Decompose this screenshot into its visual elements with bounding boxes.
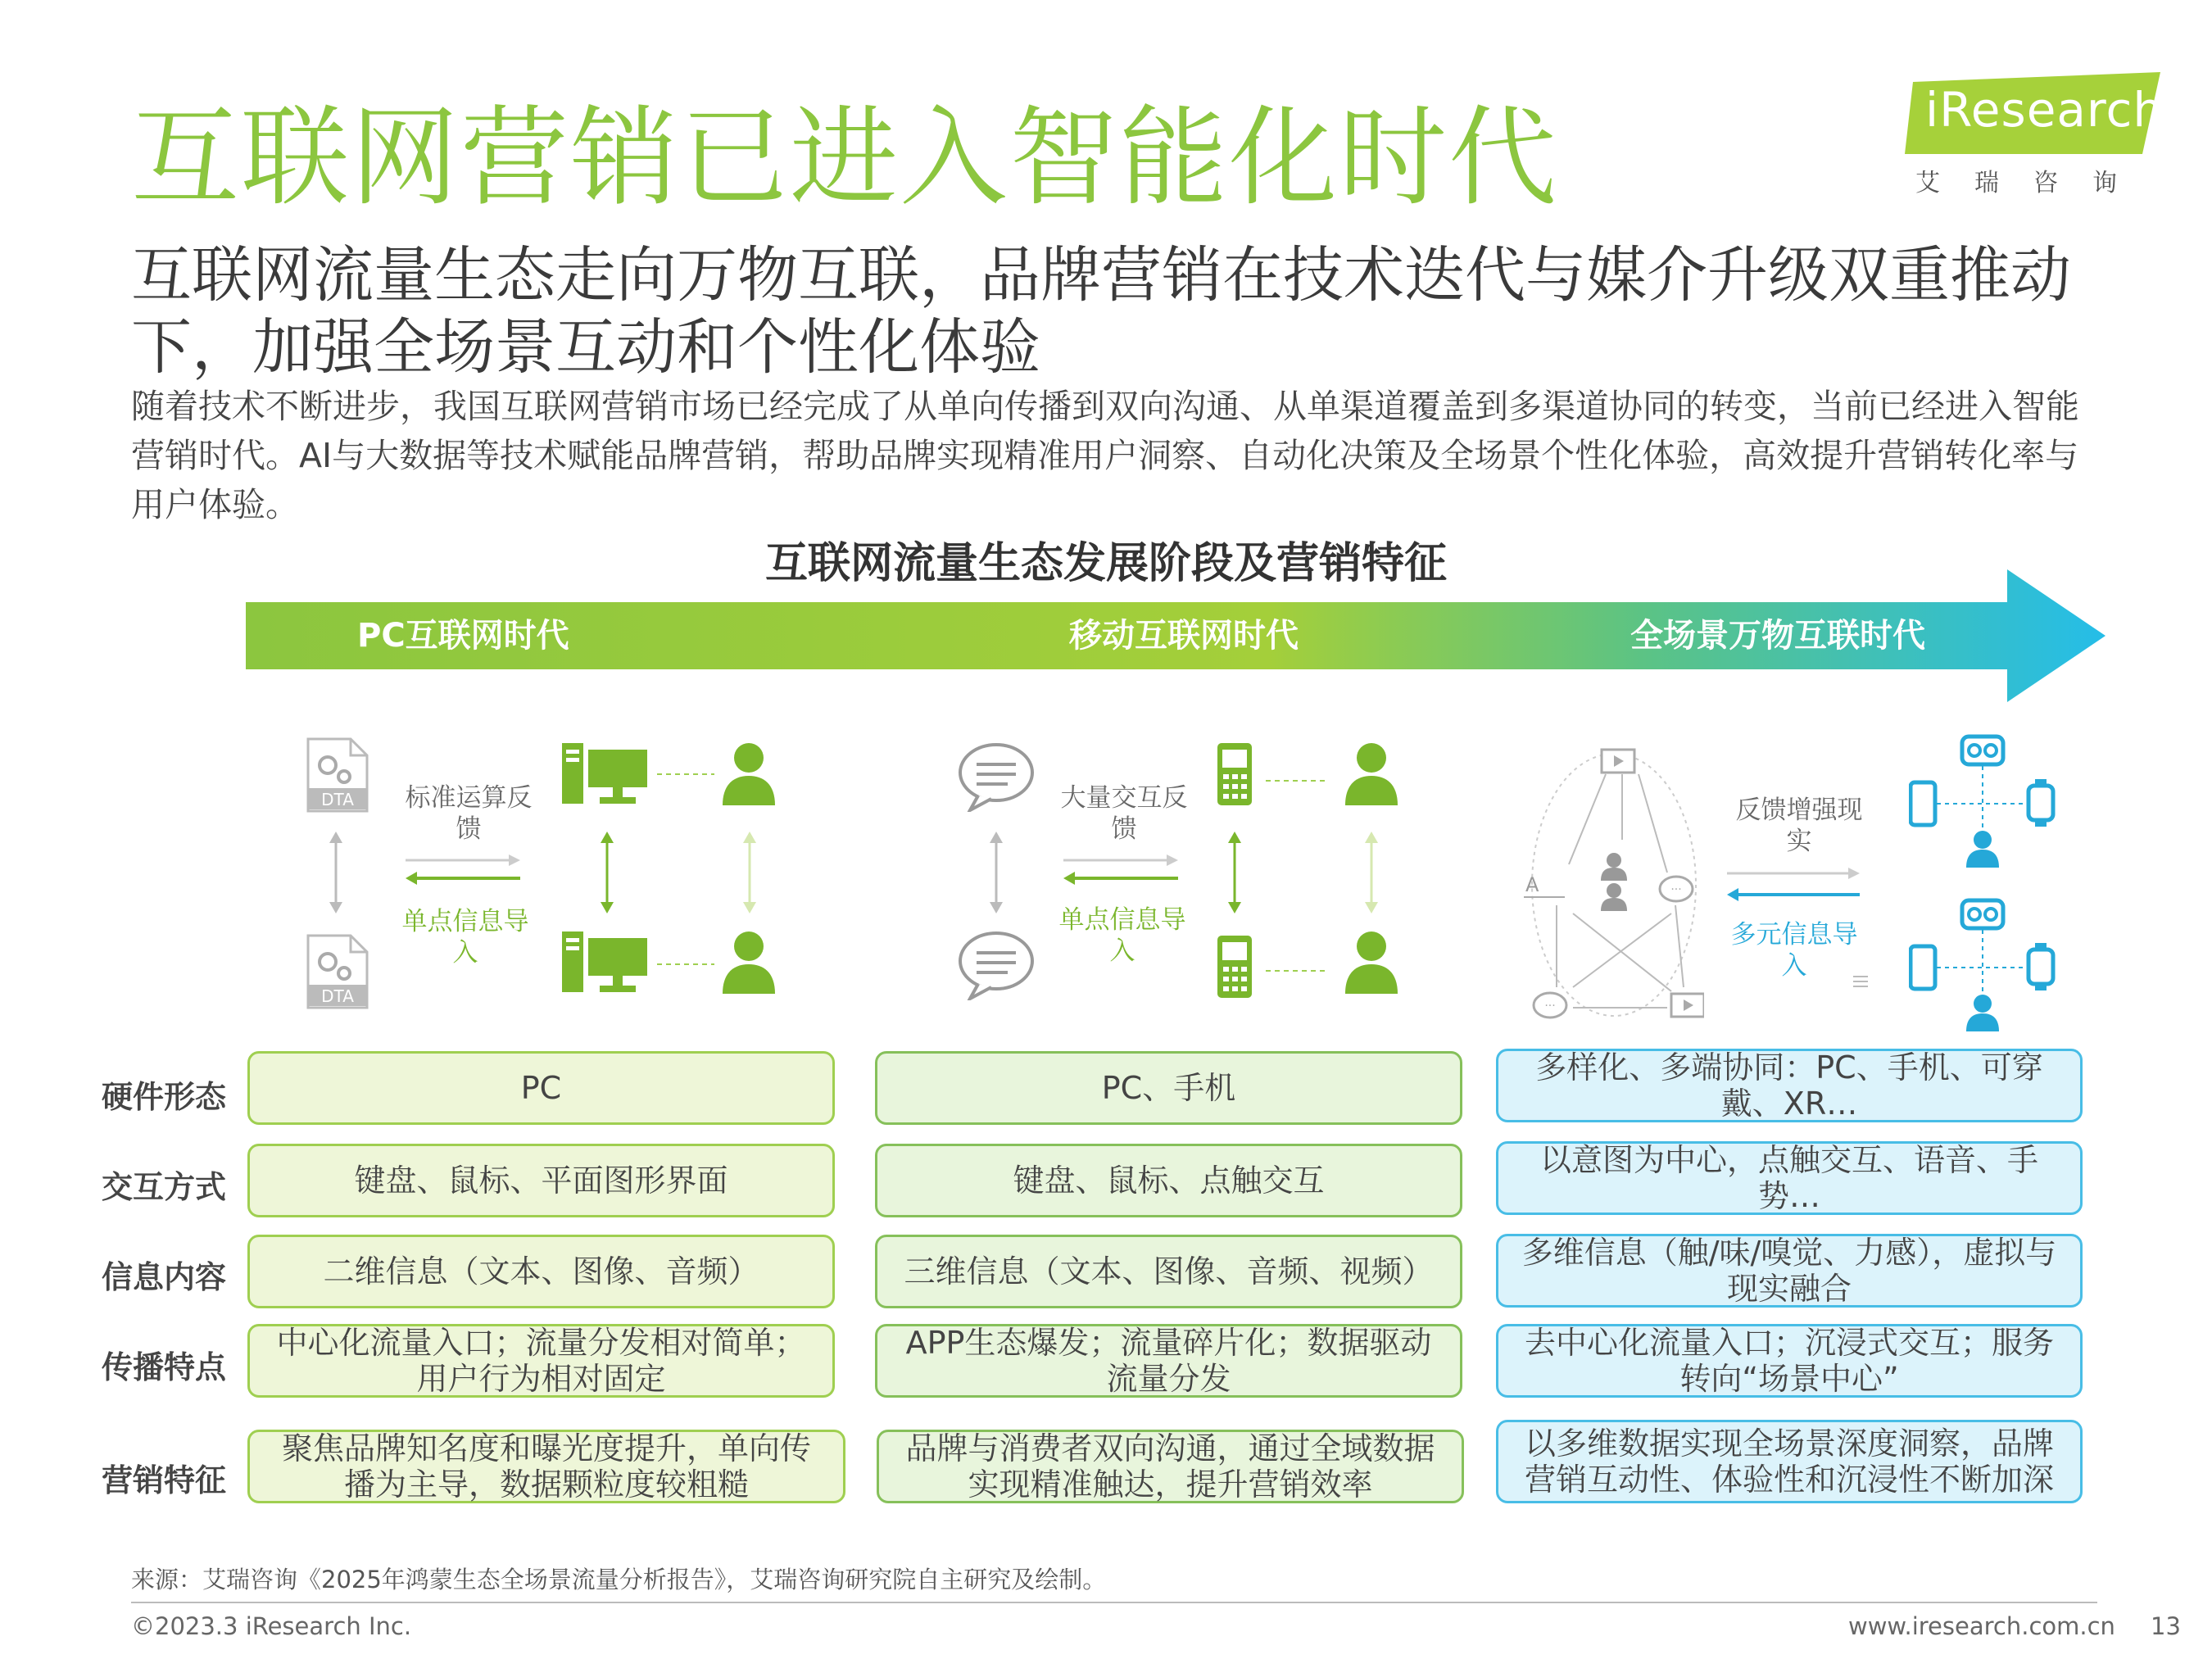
multi-node-network-icon	[1524, 741, 1704, 1024]
cell-hardware-ioe: 多样化、多端协同：PC、手机、可穿戴、XR…	[1496, 1049, 2083, 1122]
svg-text:···: ···	[1544, 999, 1556, 1013]
flow-top-label-pc: 标准运算反馈	[405, 783, 533, 844]
copyright: ©2023.3 iResearch Inc.	[131, 1612, 412, 1640]
user-icon	[721, 741, 777, 805]
flow-bottom-label-pc: 单点信息导入	[401, 907, 529, 968]
cell-marketing-ioe: 以多维数据实现全场景深度洞察，品牌营销互动性、体验性和沉浸性不断加深	[1496, 1420, 2083, 1503]
era-ioe: 全场景万物互联时代	[1630, 617, 1925, 655]
data-file-icon	[305, 737, 370, 813]
cell-hardware-mobile: PC、手机	[875, 1051, 1462, 1125]
row-label-hardware: 硬件形态	[101, 1079, 226, 1115]
logo-text: iResearch	[1925, 82, 2164, 138]
flow-bottom-label-ioe: 多元信息导入	[1730, 920, 1858, 981]
double-arrow-icon	[1222, 832, 1247, 913]
footer-divider	[131, 1602, 2097, 1603]
flow-bottom-label-mobile: 单点信息导入	[1058, 905, 1186, 966]
dashed-connector	[657, 770, 714, 778]
row-label-info: 信息内容	[101, 1259, 226, 1295]
feedback-arrows	[1727, 865, 1860, 903]
chat-bubble-icon	[955, 741, 1037, 812]
mobile-phone-icon	[1216, 934, 1253, 999]
cell-interaction-mobile: 键盘、鼠标、点触交互	[875, 1144, 1462, 1217]
svg-text:···: ···	[1670, 883, 1682, 896]
cell-hardware-pc: PC	[247, 1051, 835, 1125]
dta-label-1: DTA	[321, 790, 354, 809]
cell-interaction-pc: 键盘、鼠标、平面图形界面	[247, 1144, 835, 1217]
user-icon	[1344, 741, 1399, 805]
cell-marketing-mobile: 品牌与消费者双向沟通，通过全域数据实现精准触达，提升营销效率	[877, 1430, 1464, 1503]
era-mobile: 移动互联网时代	[1069, 617, 1299, 655]
double-arrow-icon	[595, 832, 619, 913]
cell-info-pc: 二维信息（文本、图像、音频）	[247, 1235, 835, 1308]
flow-top-label-ioe: 反馈增强现实	[1735, 796, 1863, 856]
cell-info-mobile: 三维信息（文本、图像、音频、视频）	[875, 1235, 1462, 1308]
page-number: 13	[2151, 1612, 2181, 1640]
dta-label-2: DTA	[321, 986, 354, 1006]
connected-devices-icon	[1909, 733, 2056, 873]
cell-distribution-ioe: 去中心化流量入口；沉浸式交互；服务转向“场景中心”	[1496, 1324, 2083, 1398]
era-pc: PC互联网时代	[357, 617, 569, 655]
connected-devices-icon	[1909, 897, 2056, 1036]
desktop-computer-icon	[560, 741, 650, 807]
user-icon	[721, 930, 777, 994]
row-label-marketing: 营销特征	[101, 1462, 226, 1498]
double-arrow-icon	[324, 832, 348, 913]
user-icon	[1344, 930, 1399, 994]
cell-marketing-pc: 聚焦品牌知名度和曝光度提升，单向传播为主导，数据颗粒度较粗糙	[247, 1430, 845, 1503]
flow-top-label-mobile: 大量交互反馈	[1060, 783, 1188, 844]
cell-info-ioe: 多维信息（触/味/嗅觉、力感），虚拟与现实融合	[1496, 1234, 2083, 1308]
chat-bubble-icon	[955, 930, 1037, 1000]
double-arrow-icon	[984, 832, 1009, 913]
double-arrow-icon	[1359, 832, 1384, 913]
row-label-interaction: 交互方式	[101, 1169, 226, 1205]
feedback-arrows	[1063, 852, 1178, 885]
page-title: 互联网营销已进入智能化时代	[131, 95, 1558, 221]
row-label-distribution: 传播特点	[101, 1349, 226, 1385]
menu-lines-icon	[1852, 973, 1871, 990]
node-a-label: A	[1525, 873, 1539, 896]
page-subtitle: 互联网流量生态走向万物互联，品牌营销在技术迭代与媒介升级双重推动下，加强全场景互动和个性化体验	[131, 240, 2071, 383]
cell-distribution-mobile: APP生态爆发；流量碎片化；数据驱动流量分发	[875, 1324, 1462, 1398]
website-url: www.iresearch.com.cn	[1848, 1612, 2115, 1640]
cell-distribution-pc: 中心化流量入口；流量分发相对简单；用户行为相对固定	[247, 1324, 835, 1398]
dashed-connector	[1266, 777, 1327, 785]
dashed-connector	[1266, 967, 1327, 975]
feedback-arrows	[406, 852, 520, 885]
body-text: 随着技术不断进步，我国互联网营销市场已经完成了从单向传播到双向沟通、从单渠道覆盖到多渠道协同的转变，当前已经进入智能营销时代。AI与大数据等技术赋能品牌营销，帮助品牌实现精准用户洞察、自动化决策及全场景个性化体验，高效提升营销转化率与用户体验。	[131, 387, 2079, 524]
double-arrow-icon	[737, 832, 762, 913]
desktop-computer-icon	[560, 930, 650, 995]
source-note: 来源：艾瑞咨询《2025年鸿蒙生态全场景流量分析报告》，艾瑞咨询研究院自主研究及绘制。	[131, 1566, 1107, 1593]
mobile-phone-icon	[1216, 741, 1253, 807]
logo-cn: 艾瑞咨询	[1915, 169, 2151, 197]
dashed-connector	[657, 960, 714, 968]
data-file-icon	[305, 934, 370, 1009]
cell-interaction-ioe: 以意图为中心，点触交互、语音、手势…	[1496, 1141, 2083, 1215]
figure-title: 互联网流量生态发展阶段及营销特征	[764, 539, 1447, 588]
